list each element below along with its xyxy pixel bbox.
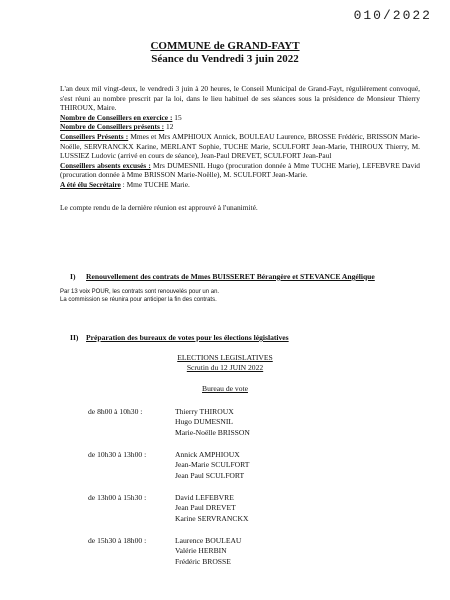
section-renouvellement [60, 272, 420, 304]
elections-block [0, 353, 450, 394]
slot-name: Frédéric BROSSE [175, 556, 231, 566]
elections-title: ELECTIONS LEGISLATIVES [177, 353, 273, 362]
slot-name: Jean Paul SCULFORT [175, 470, 245, 480]
slot-name: Hugo DUMESNIL [175, 417, 234, 427]
exercice-value: 15 [174, 112, 182, 122]
document-header [0, 40, 450, 65]
slot-name: Jean Paul DREVET [175, 503, 236, 513]
slot-names [175, 450, 249, 481]
elections-scrutin: Scrutin du 12 JUIN 2022 [186, 362, 264, 372]
slot-name: Valérie HERBIN [175, 546, 227, 556]
section2-heading [60, 333, 420, 343]
slot-names [175, 493, 248, 524]
presents-count-value: 12 [166, 122, 174, 132]
slot-name: Thierry THIROUX [175, 407, 234, 416]
slot-name: Karine SERVRANCKX [175, 513, 249, 523]
slot-name: Annick AMPHIOUX [175, 450, 240, 459]
slot-name: Laurence BOULEAU [175, 536, 242, 545]
section-bureaux-vote [60, 333, 420, 343]
section1-number: I) [70, 272, 76, 281]
presents-list: Mmes et Mrs AMPHIOUX Annick, BOULEAU Laurence, BROSSE Frédéric, BRISSON Marie-Noëlle, SERVRANCKX Karine, MERLANT Sophie, TUCHE Marie, SCULFORT Jean-Marie, THIROUX Thierry, M. LUSSIEZ Ludovic (arrivé en cours de séance), Jean-Paul DREVET, SCULFORT Jean-Paul [60, 131, 420, 161]
exercice-label: Nombre de Conseillers en exercice : [60, 112, 173, 122]
section2-number: II) [70, 333, 79, 342]
slot-time: de 13h00 à 15h30 : [88, 493, 147, 502]
section1-vote: Par 13 voix POUR, les contrats sont renouvelés pour un an. [60, 288, 220, 295]
bureau-de-vote-title: Bureau de vote [202, 384, 248, 394]
conseillers-presents-count [60, 122, 420, 132]
section1-heading [60, 272, 420, 282]
approval-statement: Le compte rendu de la dernière réunion est approuvé à l'unanimité. [60, 202, 258, 212]
minutes-body [60, 84, 420, 212]
slot-time: de 15h30 à 18h00 : [88, 536, 147, 545]
slot-name: David LEFEBVRE [175, 493, 234, 502]
commune-title: COMMUNE de GRAND-FAYT [150, 40, 300, 52]
reference-number: 010/2022 [353, 8, 432, 23]
absents-list: Mrs DUMESNIL Hugo (procuration donnée à Mme TUCHE Marie), LEFEBVRE David (procuration donnée à Mme BRISSON Marie-Noëlle), M. SCULFORT Jean-Marie. [60, 160, 420, 180]
section2-title: Préparation des bureaux de votes pour les élections législatives [86, 333, 289, 342]
secretaire-name: : Mme TUCHE Marie. [122, 179, 190, 189]
slot-names [175, 536, 241, 567]
section1-commission: La commission se réunira pour anticiper la fin des contrats. [60, 296, 217, 303]
seance-date: Séance du Vendredi 3 juin 2022 [151, 53, 299, 65]
conseillers-presents [60, 132, 420, 161]
slot-time: de 10h30 à 13h00 : [88, 450, 147, 459]
presents-count-label: Nombre de Conseillers présents : [60, 122, 165, 132]
slot-name: Jean-Marie SCULFORT [175, 460, 250, 470]
slot-time: de 8h00 à 10h30 : [88, 407, 143, 416]
secretaire [60, 180, 420, 190]
secretaire-label: A été élu Secrétaire [60, 179, 121, 189]
slot-names [175, 407, 250, 438]
presents-label: Conseillers Présents : [60, 131, 129, 141]
section1-content [60, 288, 420, 304]
section1-title: Renouvellement des contrats de Mmes BUISSERET Bérangère et STEVANCE Angélique [86, 272, 375, 281]
slot-name: Marie-Noëlle BRISSON [175, 427, 250, 437]
conseillers-exercice [60, 113, 420, 123]
conseillers-absents [60, 161, 420, 180]
absents-label: Conseillers absents excusés : [60, 160, 151, 170]
intro-paragraph: L'an deux mil vingt-deux, le vendredi 3 juin à 20 heures, le Conseil Municipal de Grand-Fayt, régulièrement convoqué, s'est réuni au nombre prescrit par la loi, dans le lieu habituel de ses séances sous la présidence de Monsieur Thierry THIROUX, Maire. [60, 84, 420, 113]
